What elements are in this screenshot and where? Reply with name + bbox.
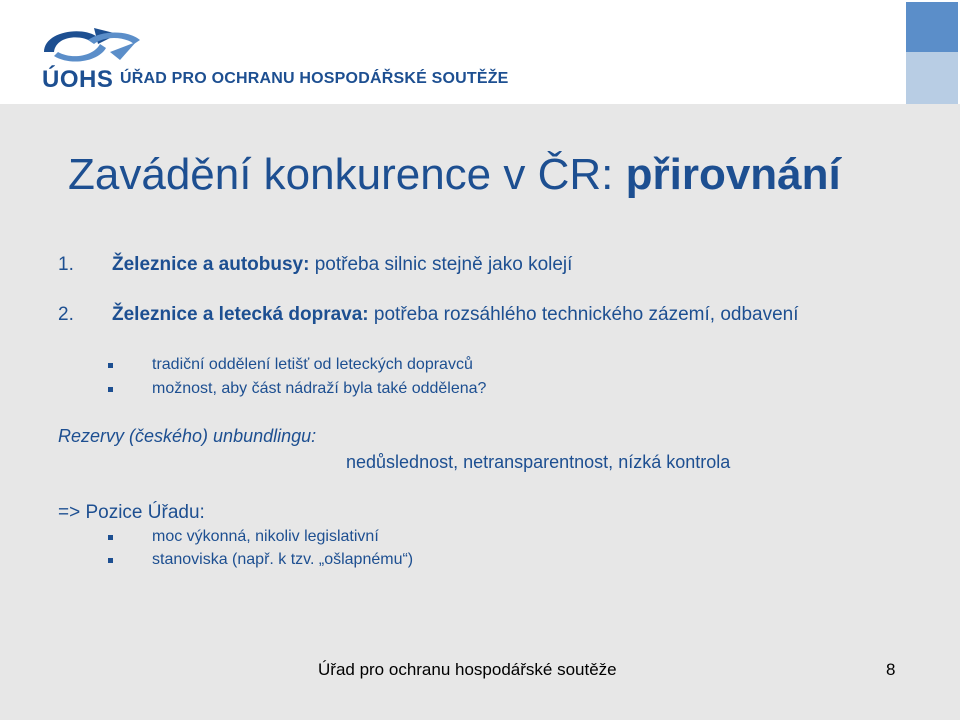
slide-title: [68, 150, 841, 200]
arrows-icon: [40, 22, 150, 68]
bullet-text: tradiční oddělení letišť od leteckých dopravců: [152, 356, 473, 373]
bullet-text: možnost, aby část nádraží byla také oddělena?: [152, 380, 487, 397]
bullet-text: stanoviska (např. k tzv. „ošlapnému“): [152, 551, 414, 568]
numbered-item-2: [58, 304, 799, 326]
corner-decoration-bar: [906, 52, 958, 104]
square-bullet-icon: [108, 558, 113, 563]
pozice-heading: => Pozice Úřadu:: [58, 502, 205, 523]
page-number: 8: [886, 660, 896, 679]
item-text: potřeba silnic stejně jako kolejí: [309, 254, 573, 275]
square-bullet-icon: [108, 387, 113, 392]
item-bold-label: Železnice a autobusy:: [112, 254, 310, 275]
rezervy-heading: Rezervy (českého) unbundlingu:: [58, 426, 317, 446]
bullet-text: moc výkonná, nikoliv legislativní: [152, 528, 379, 545]
rezervy-detail: nedůslednost, netransparentnost, nízká kontrola: [346, 452, 731, 472]
square-bullet-icon: [108, 363, 113, 368]
item-number: 2.: [58, 304, 74, 325]
footer-text: Úřad pro ochranu hospodářské soutěže: [318, 660, 617, 679]
item-number: 1.: [58, 254, 74, 275]
numbered-item-1: [58, 254, 572, 276]
square-bullet-icon: [108, 535, 113, 540]
item-bold-label: Železnice a letecká doprava:: [112, 304, 369, 325]
corner-decoration-square: [906, 2, 958, 52]
logo-abbreviation: ÚOHS: [42, 66, 114, 93]
title-plain: Zavádění konkurence v ČR:: [68, 150, 626, 199]
item-text: potřeba rozsáhlého technického zázemí, odbavení: [368, 304, 799, 325]
logo-organization-name: ÚŘAD PRO OCHRANU HOSPODÁŘSKÉ SOUTĚŽE: [120, 70, 509, 87]
title-bold: přirovnání: [625, 150, 841, 199]
